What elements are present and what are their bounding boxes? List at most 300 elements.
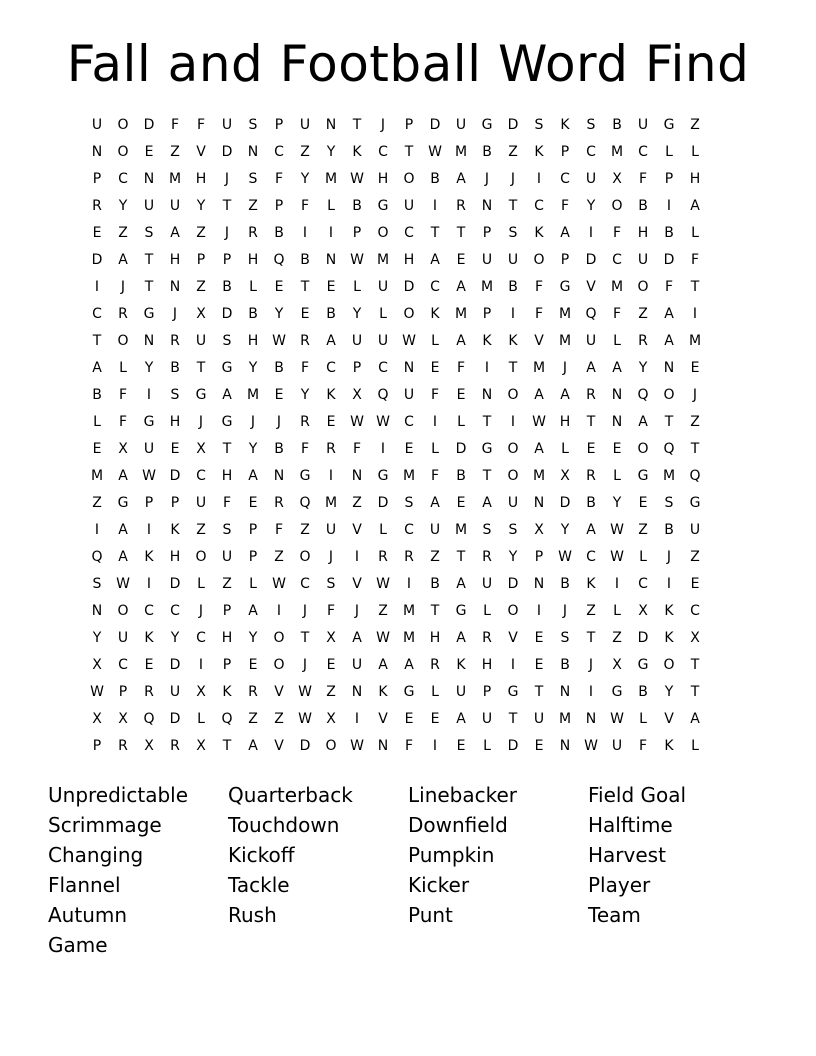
grid-letter: X — [196, 306, 206, 322]
grid-letter: J — [666, 549, 672, 565]
grid-letter: G — [143, 306, 155, 322]
grid-letter: W — [350, 414, 364, 430]
grid-letter: U — [611, 738, 623, 754]
grid-letter: L — [249, 576, 257, 592]
grid-letter: Z — [196, 522, 206, 538]
grid-letter: B — [560, 657, 570, 673]
grid-letter: D — [455, 441, 467, 457]
grid-letter: J — [328, 549, 334, 565]
grid-letter: A — [664, 333, 674, 349]
grid-letter: T — [508, 711, 518, 727]
grid-row — [84, 166, 734, 193]
grid-letter: K — [664, 738, 674, 754]
grid-letter: S — [248, 117, 258, 133]
grid-letter: I — [276, 603, 282, 619]
grid-letter: I — [588, 225, 594, 241]
grid-letter: O — [299, 549, 311, 565]
grid-letter: D — [143, 117, 155, 133]
grid-letter: A — [248, 738, 258, 754]
grid-letter: N — [611, 387, 623, 403]
grid-letter: U — [481, 711, 493, 727]
grid-letter: A — [118, 549, 128, 565]
grid-letter: K — [144, 549, 154, 565]
grid-letter: E — [144, 657, 154, 673]
grid-letter: P — [404, 117, 414, 133]
grid-letter: W — [584, 738, 598, 754]
grid-letter: U — [351, 657, 363, 673]
grid-letter: U — [455, 684, 467, 700]
grid-letter: I — [94, 522, 100, 538]
grid-letter: D — [169, 657, 181, 673]
grid-letter: O — [637, 279, 649, 295]
grid-letter: Z — [118, 225, 128, 241]
grid-letter: K — [482, 333, 492, 349]
grid-letter: N — [143, 171, 155, 187]
grid-letter: I — [406, 576, 412, 592]
grid-letter: M — [402, 468, 416, 484]
word-list-item: Rush — [228, 903, 277, 927]
grid-letter: Z — [92, 495, 102, 511]
word-list-item: Scrimmage — [48, 813, 162, 837]
grid-letter: P — [482, 684, 492, 700]
grid-row — [84, 652, 734, 679]
grid-letter: K — [144, 630, 154, 646]
grid-letter: L — [327, 198, 335, 214]
grid-letter: U — [169, 684, 181, 700]
grid-letter: E — [274, 279, 284, 295]
grid-letter: T — [456, 225, 466, 241]
grid-letter: Q — [299, 495, 311, 511]
grid-letter: S — [508, 225, 518, 241]
grid-letter: C — [560, 171, 570, 187]
grid-letter: A — [638, 414, 648, 430]
grid-letter: Z — [170, 144, 180, 160]
grid-letter: C — [300, 576, 310, 592]
grid-letter: X — [92, 711, 102, 727]
grid-letter: H — [481, 657, 493, 673]
grid-letter: F — [560, 198, 570, 214]
grid-letter: U — [377, 279, 389, 295]
grid-letter: E — [300, 306, 310, 322]
grid-letter: R — [170, 738, 180, 754]
grid-letter: S — [222, 522, 232, 538]
grid-letter: F — [430, 387, 440, 403]
grid-row — [84, 112, 734, 139]
grid-letter: X — [352, 387, 362, 403]
grid-letter: R — [326, 441, 336, 457]
grid-letter: E — [456, 738, 466, 754]
grid-letter: L — [639, 549, 647, 565]
grid-letter: Y — [248, 360, 258, 376]
grid-letter: G — [117, 495, 129, 511]
grid-letter: P — [274, 117, 284, 133]
grid-letter: N — [533, 576, 545, 592]
grid-letter: Y — [508, 549, 518, 565]
word-list-item: Autumn — [48, 903, 128, 927]
grid-letter: T — [430, 225, 440, 241]
grid-letter: N — [91, 603, 103, 619]
grid-letter: E — [326, 414, 336, 430]
grid-letter: D — [507, 117, 519, 133]
grid-letter: G — [221, 414, 233, 430]
grid-letter: U — [507, 495, 519, 511]
grid-letter: J — [562, 360, 568, 376]
grid-letter: F — [534, 306, 544, 322]
grid-letter: O — [637, 441, 649, 457]
grid-letter: P — [248, 549, 258, 565]
grid-letter: E — [170, 441, 180, 457]
grid-letter: X — [196, 684, 206, 700]
grid-letter: Z — [638, 306, 648, 322]
grid-letter: B — [300, 252, 310, 268]
grid-letter: W — [610, 522, 624, 538]
grid-letter: M — [532, 360, 546, 376]
grid-letter: D — [663, 252, 675, 268]
grid-letter: N — [325, 252, 337, 268]
grid-letter: A — [586, 360, 596, 376]
grid-letter: L — [639, 711, 647, 727]
grid-letter: G — [221, 360, 233, 376]
grid-letter: U — [403, 198, 415, 214]
grid-letter: M — [90, 468, 104, 484]
grid-letter: A — [430, 495, 440, 511]
grid-letter: O — [273, 657, 285, 673]
grid-letter: P — [170, 495, 180, 511]
grid-letter: D — [507, 576, 519, 592]
grid-letter: B — [430, 576, 440, 592]
grid-letter: X — [638, 603, 648, 619]
grid-letter: T — [534, 684, 544, 700]
grid-letter: Y — [326, 144, 336, 160]
grid-letter: P — [664, 171, 674, 187]
grid-letter: B — [170, 360, 180, 376]
grid-letter: Z — [638, 522, 648, 538]
grid-letter: S — [508, 522, 518, 538]
grid-letter: A — [690, 198, 700, 214]
grid-letter: H — [637, 225, 649, 241]
grid-letter: U — [169, 198, 181, 214]
grid-letter: A — [118, 252, 128, 268]
grid-letter: V — [196, 144, 206, 160]
grid-letter: R — [248, 684, 258, 700]
grid-letter: P — [274, 198, 284, 214]
grid-letter: C — [404, 522, 414, 538]
grid-letter: S — [482, 522, 492, 538]
grid-letter: U — [377, 333, 389, 349]
grid-letter: E — [456, 387, 466, 403]
grid-letter: T — [222, 198, 232, 214]
grid-letter: R — [170, 333, 180, 349]
grid-letter: J — [562, 603, 568, 619]
grid-letter: R — [404, 549, 414, 565]
grid-letter: O — [117, 117, 129, 133]
grid-letter: G — [195, 387, 207, 403]
grid-letter: K — [170, 522, 180, 538]
grid-letter: S — [144, 225, 154, 241]
grid-letter: H — [221, 468, 233, 484]
grid-letter: G — [403, 684, 415, 700]
grid-letter: I — [666, 198, 672, 214]
grid-letter: E — [456, 495, 466, 511]
grid-letter: P — [560, 144, 570, 160]
grid-letter: R — [586, 387, 596, 403]
grid-letter: Y — [586, 198, 596, 214]
word-list-item: Field Goal — [588, 783, 687, 807]
grid-letter: N — [533, 495, 545, 511]
grid-letter: C — [118, 171, 128, 187]
grid-letter: Y — [664, 684, 674, 700]
grid-letter: X — [118, 441, 128, 457]
grid-letter: Z — [690, 117, 700, 133]
grid-letter: B — [508, 279, 518, 295]
grid-letter: C — [534, 198, 544, 214]
grid-letter: I — [432, 198, 438, 214]
grid-letter: L — [197, 711, 205, 727]
grid-letter: I — [328, 225, 334, 241]
grid-letter: J — [198, 603, 204, 619]
grid-letter: X — [92, 657, 102, 673]
grid-letter: P — [92, 738, 102, 754]
grid-letter: T — [144, 279, 154, 295]
grid-letter: S — [664, 495, 674, 511]
grid-letter: M — [558, 711, 572, 727]
grid-letter: A — [352, 630, 362, 646]
grid-letter: W — [116, 576, 130, 592]
grid-letter: A — [456, 576, 466, 592]
grid-letter: P — [482, 225, 492, 241]
grid-letter: D — [559, 495, 571, 511]
grid-letter: H — [247, 333, 259, 349]
grid-letter: C — [586, 549, 596, 565]
grid-letter: I — [692, 306, 698, 322]
grid-letter: G — [455, 603, 467, 619]
grid-letter: L — [119, 360, 127, 376]
grid-letter: X — [612, 657, 622, 673]
grid-letter: L — [431, 333, 439, 349]
grid-letter: T — [586, 414, 596, 430]
grid-letter: A — [326, 333, 336, 349]
grid-letter: C — [404, 414, 414, 430]
grid-letter: N — [91, 144, 103, 160]
grid-letter: T — [482, 468, 492, 484]
grid-letter: J — [250, 414, 256, 430]
grid-letter: D — [221, 306, 233, 322]
grid-letter: D — [299, 738, 311, 754]
grid-row — [84, 355, 734, 382]
grid-letter: B — [638, 684, 648, 700]
grid-letter: Z — [248, 198, 258, 214]
grid-letter: W — [376, 630, 390, 646]
grid-letter: C — [612, 252, 622, 268]
grid-letter: J — [172, 306, 178, 322]
grid-letter: O — [611, 198, 623, 214]
grid-letter: F — [222, 495, 232, 511]
grid-letter: E — [404, 711, 414, 727]
grid-letter: A — [430, 252, 440, 268]
grid-letter: R — [430, 657, 440, 673]
grid-letter: T — [222, 738, 232, 754]
grid-letter: T — [508, 360, 518, 376]
grid-letter: C — [638, 576, 648, 592]
word-list-item: Player — [588, 873, 651, 897]
grid-letter: L — [483, 738, 491, 754]
grid-letter: T — [456, 549, 466, 565]
grid-letter: U — [585, 333, 597, 349]
grid-letter: C — [378, 360, 388, 376]
grid-letter: B — [586, 495, 596, 511]
grid-letter: R — [118, 306, 128, 322]
grid-letter: Z — [690, 549, 700, 565]
grid-row — [84, 436, 734, 463]
grid-letter: O — [273, 630, 285, 646]
grid-letter: F — [456, 360, 466, 376]
grid-letter: N — [481, 387, 493, 403]
grid-letter: G — [143, 414, 155, 430]
grid-letter: R — [274, 495, 284, 511]
grid-letter: X — [534, 522, 544, 538]
grid-letter: M — [610, 279, 624, 295]
grid-letter: M — [688, 333, 702, 349]
grid-letter: S — [248, 171, 258, 187]
grid-letter: B — [274, 441, 284, 457]
grid-letter: Y — [560, 522, 570, 538]
grid-letter: C — [118, 657, 128, 673]
word-list-item: Harvest — [588, 843, 666, 867]
word-list-item: Flannel — [48, 873, 121, 897]
grid-letter: B — [222, 279, 232, 295]
grid-letter: M — [402, 603, 416, 619]
grid-letter: L — [353, 279, 361, 295]
grid-letter: N — [663, 360, 675, 376]
grid-letter: Z — [508, 144, 518, 160]
grid-letter: F — [118, 387, 128, 403]
grid-letter: L — [613, 333, 621, 349]
word-list-item: Halftime — [588, 813, 673, 837]
grid-letter: N — [325, 117, 337, 133]
grid-letter: W — [610, 549, 624, 565]
grid-letter: F — [300, 198, 310, 214]
word-list-item: Pumpkin — [408, 843, 495, 867]
grid-letter: R — [92, 198, 102, 214]
grid-letter: O — [403, 306, 415, 322]
grid-letter: Y — [612, 495, 622, 511]
grid-letter: P — [534, 549, 544, 565]
grid-letter: A — [118, 468, 128, 484]
grid-letter: X — [118, 711, 128, 727]
grid-letter: J — [224, 171, 230, 187]
grid-letter: I — [536, 171, 542, 187]
grid-letter: O — [663, 387, 675, 403]
grid-letter: S — [404, 495, 414, 511]
grid-letter: O — [117, 603, 129, 619]
grid-letter: I — [536, 603, 542, 619]
grid-letter: U — [351, 333, 363, 349]
grid-letter: H — [195, 171, 207, 187]
grid-letter: C — [430, 279, 440, 295]
grid-letter: Z — [326, 684, 336, 700]
grid-letter: H — [377, 171, 389, 187]
grid-letter: A — [456, 171, 466, 187]
grid-letter: Y — [144, 360, 154, 376]
grid-letter: K — [352, 144, 362, 160]
grid-letter: I — [146, 522, 152, 538]
grid-letter: H — [169, 252, 181, 268]
grid-letter: G — [377, 198, 389, 214]
grid-letter: S — [326, 576, 336, 592]
grid-letter: W — [376, 414, 390, 430]
grid-letter: P — [222, 657, 232, 673]
grid-letter: F — [118, 414, 128, 430]
grid-letter: L — [691, 225, 699, 241]
grid-letter: P — [118, 684, 128, 700]
grid-letter: B — [638, 198, 648, 214]
grid-letter: U — [507, 252, 519, 268]
grid-letter: X — [196, 738, 206, 754]
grid-letter: I — [146, 576, 152, 592]
grid-letter: W — [376, 576, 390, 592]
grid-letter: Z — [352, 495, 362, 511]
word-list-item: Team — [588, 903, 641, 927]
grid-letter: I — [302, 225, 308, 241]
grid-row — [84, 328, 734, 355]
grid-letter: A — [690, 711, 700, 727]
grid-letter: K — [456, 657, 466, 673]
grid-letter: W — [272, 576, 286, 592]
grid-letter: K — [560, 117, 570, 133]
grid-letter: K — [430, 306, 440, 322]
grid-letter: P — [222, 603, 232, 619]
grid-letter: N — [273, 468, 285, 484]
grid-letter: H — [429, 630, 441, 646]
grid-letter: S — [222, 333, 232, 349]
grid-letter: A — [456, 630, 466, 646]
grid-letter: G — [507, 684, 519, 700]
grid-letter: X — [196, 441, 206, 457]
grid-letter: U — [403, 387, 415, 403]
grid-letter: R — [300, 414, 310, 430]
grid-letter: Z — [274, 711, 284, 727]
grid-letter: L — [249, 279, 257, 295]
grid-letter: I — [380, 441, 386, 457]
grid-letter: W — [350, 252, 364, 268]
grid-letter: Z — [612, 630, 622, 646]
grid-letter: R — [378, 549, 388, 565]
grid-letter: E — [690, 360, 700, 376]
grid-letter: M — [454, 144, 468, 160]
grid-letter: K — [508, 333, 518, 349]
grid-letter: O — [507, 468, 519, 484]
grid-row — [84, 733, 734, 760]
grid-letter: N — [351, 468, 363, 484]
grid-row — [84, 274, 734, 301]
grid-letter: H — [689, 171, 701, 187]
grid-letter: A — [534, 441, 544, 457]
grid-row — [84, 544, 734, 571]
grid-letter: E — [690, 576, 700, 592]
grid-letter: U — [221, 549, 233, 565]
grid-letter: I — [484, 360, 490, 376]
grid-letter: B — [456, 468, 466, 484]
grid-letter: Z — [586, 603, 596, 619]
grid-letter: J — [120, 279, 126, 295]
grid-letter: E — [326, 657, 336, 673]
grid-letter: W — [272, 333, 286, 349]
grid-letter: U — [585, 171, 597, 187]
grid-letter: L — [379, 306, 387, 322]
grid-letter: E — [326, 279, 336, 295]
grid-letter: Y — [300, 171, 310, 187]
grid-letter: T — [196, 360, 206, 376]
